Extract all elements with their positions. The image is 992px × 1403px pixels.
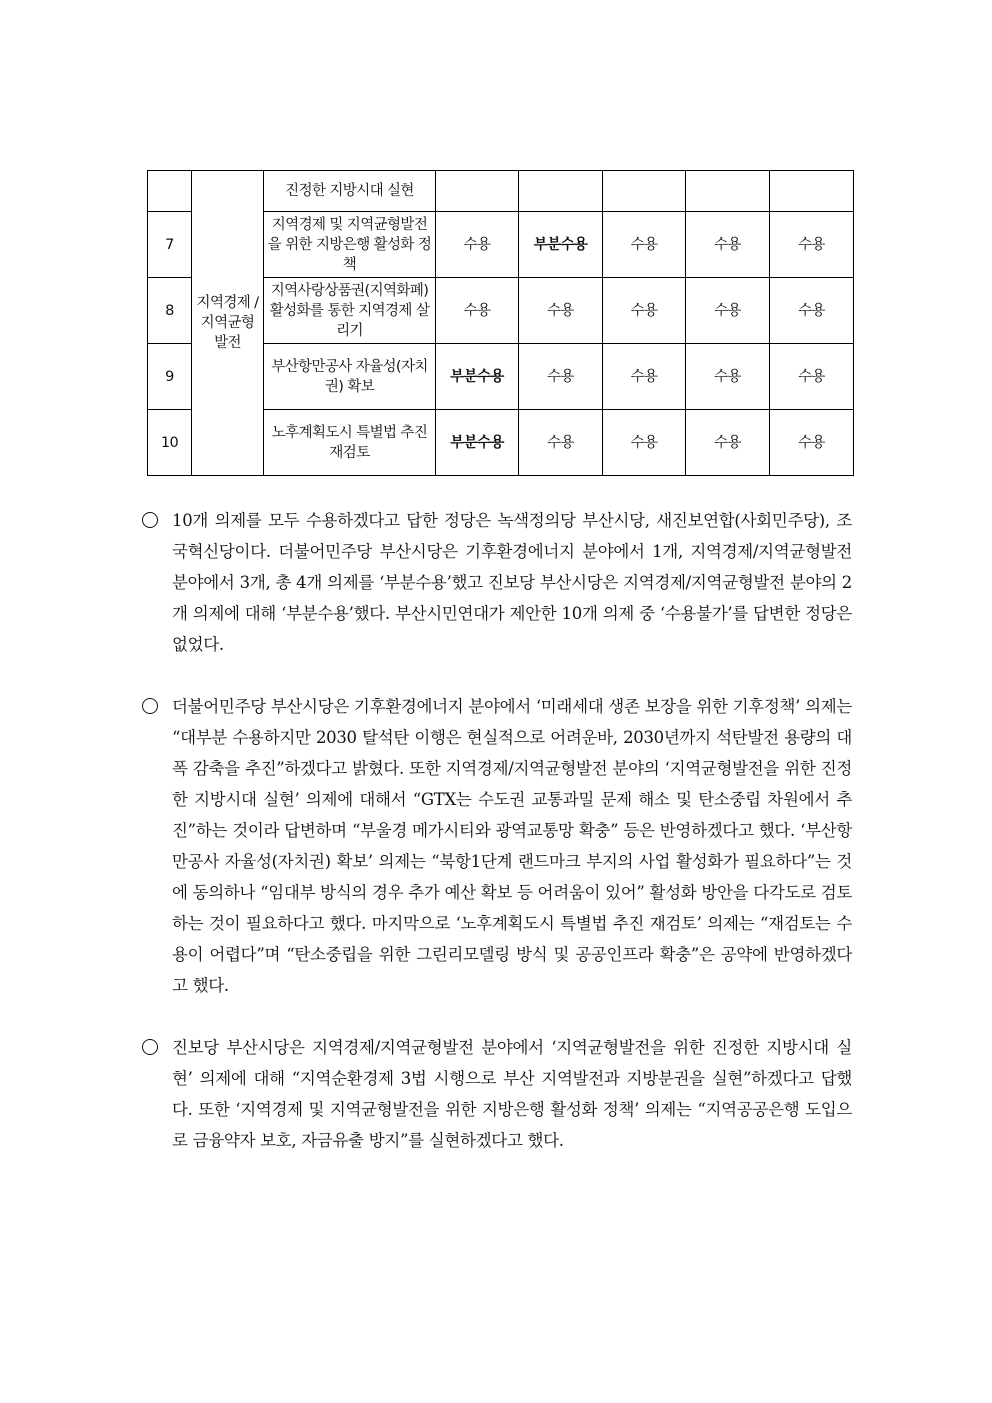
response-cell: 부분수용 [436, 410, 519, 476]
table-row [148, 171, 854, 212]
response-cell [436, 171, 519, 212]
circle-bullet-icon [142, 1039, 158, 1055]
paragraph [140, 1032, 852, 1156]
category-cell: 지역경제 / 지역균형 발전 [192, 171, 264, 476]
response-cell [603, 171, 686, 212]
response-cell [686, 171, 770, 212]
response-cell: 수용 [770, 410, 854, 476]
response-cell: 수용 [519, 344, 603, 410]
row-number: 8 [148, 278, 192, 344]
response-cell: 부분수용 [436, 344, 519, 410]
response-cell: 수용 [770, 212, 854, 278]
response-cell: 수용 [519, 278, 603, 344]
row-number [148, 171, 192, 212]
agenda-cell: 지역경제 및 지역균형발전을 위한 지방은행 활성화 정책 [264, 212, 436, 278]
response-cell: 수용 [519, 410, 603, 476]
paragraph-text: 10개 의제를 모두 수용하겠다고 답한 정당은 녹색정의당 부산시당, 새진보연합(사회민주당), 조국혁신당이다. 더불어민주당 부산시당은 기후환경에너지 분야에서 1개, 지역경제/지역균형발전 분야에서 3개, 총 4개 의제를 ‘부분수용’했고 진보당 부산시당은 지역경제/지역균형발전 분야의 2개 의제에 대해 ‘부분수용’했다. 부산시민연대가 제안한 10개 의제 중 ‘수용불가’를 답변한 정당은 없었다. [172, 511, 852, 654]
response-cell: 수용 [686, 344, 770, 410]
row-number: 7 [148, 212, 192, 278]
response-cell [770, 171, 854, 212]
row-number: 10 [148, 410, 192, 476]
response-cell [519, 171, 603, 212]
summary-paragraphs [140, 505, 852, 1187]
response-cell: 수용 [603, 278, 686, 344]
row-number: 9 [148, 344, 192, 410]
response-cell: 수용 [686, 410, 770, 476]
paragraph-text: 더불어민주당 부산시당은 기후환경에너지 분야에서 ‘미래세대 생존 보장을 위한 기후정책’ 의제는 “대부분 수용하지만 2030 탈석탄 이행은 현실적으로 어려운바, 2030년까지 석탄발전 용량의 대폭 감축을 추진”하겠다고 밝혔다. 또한 지역경제/지역균형발전 분야의 ‘지역균형발전을 위한 진정한 지방시대 실현’ 의제에 대해서 “GTX는 수도권 교통과밀 문제 해소 및 탄소중립 차원에서 추진”하는 것이라 답변하며 “부울경 메가시티와 광역교통망 확충” 등은 반영하겠다고 했다. ‘부산항만공사 자율성(자치권) 확보’ 의제는 “북항1단계 랜드마크 부지의 사업 활성화가 필요하다”는 것에 동의하나 “임대부 방식의 경우 추가 예산 확보 등 어려움이 있어” 활성화 방안을 다각도로 검토하는 것이 필요하다고 했다. 마지막으로 ‘노후계획도시 특별법 추진 재검토’ 의제는 “재검토는 수용이 어렵다”며 “탄소중립을 위한 그린리모델링 방식 및 공공인프라 확충”은 공약에 반영하겠다고 했다. [172, 697, 852, 995]
agenda-cell: 지역사랑상품권(지역화폐) 활성화를 통한 지역경제 살리기 [264, 278, 436, 344]
response-cell: 수용 [436, 212, 519, 278]
agenda-cell: 부산항만공사 자율성(자치권) 확보 [264, 344, 436, 410]
response-cell: 수용 [436, 278, 519, 344]
paragraph [140, 505, 852, 660]
response-cell: 수용 [686, 212, 770, 278]
response-cell: 수용 [603, 344, 686, 410]
response-cell: 부분수용 [519, 212, 603, 278]
agenda-response-table [147, 170, 854, 476]
response-cell: 수용 [603, 212, 686, 278]
response-cell: 수용 [603, 410, 686, 476]
response-cell: 수용 [770, 344, 854, 410]
response-cell: 수용 [686, 278, 770, 344]
agenda-cell: 노후계획도시 특별법 추진 재검토 [264, 410, 436, 476]
agenda-cell: 진정한 지방시대 실현 [264, 171, 436, 212]
paragraph [140, 691, 852, 1001]
paragraph-text: 진보당 부산시당은 지역경제/지역균형발전 분야에서 ‘지역균형발전을 위한 진정한 지방시대 실현’ 의제에 대해 “지역순환경제 3법 시행으로 부산 지역발전과 지방분권을 실현”하겠다고 답했다. 또한 ‘지역경제 및 지역균형발전을 위한 지방은행 활성화 정책’ 의제는 “지역공공은행 도입으로 금융약자 보호, 자금유출 방지”를 실현하겠다고 했다. [172, 1038, 852, 1150]
response-cell: 수용 [770, 278, 854, 344]
circle-bullet-icon [142, 512, 158, 528]
circle-bullet-icon [142, 698, 158, 714]
